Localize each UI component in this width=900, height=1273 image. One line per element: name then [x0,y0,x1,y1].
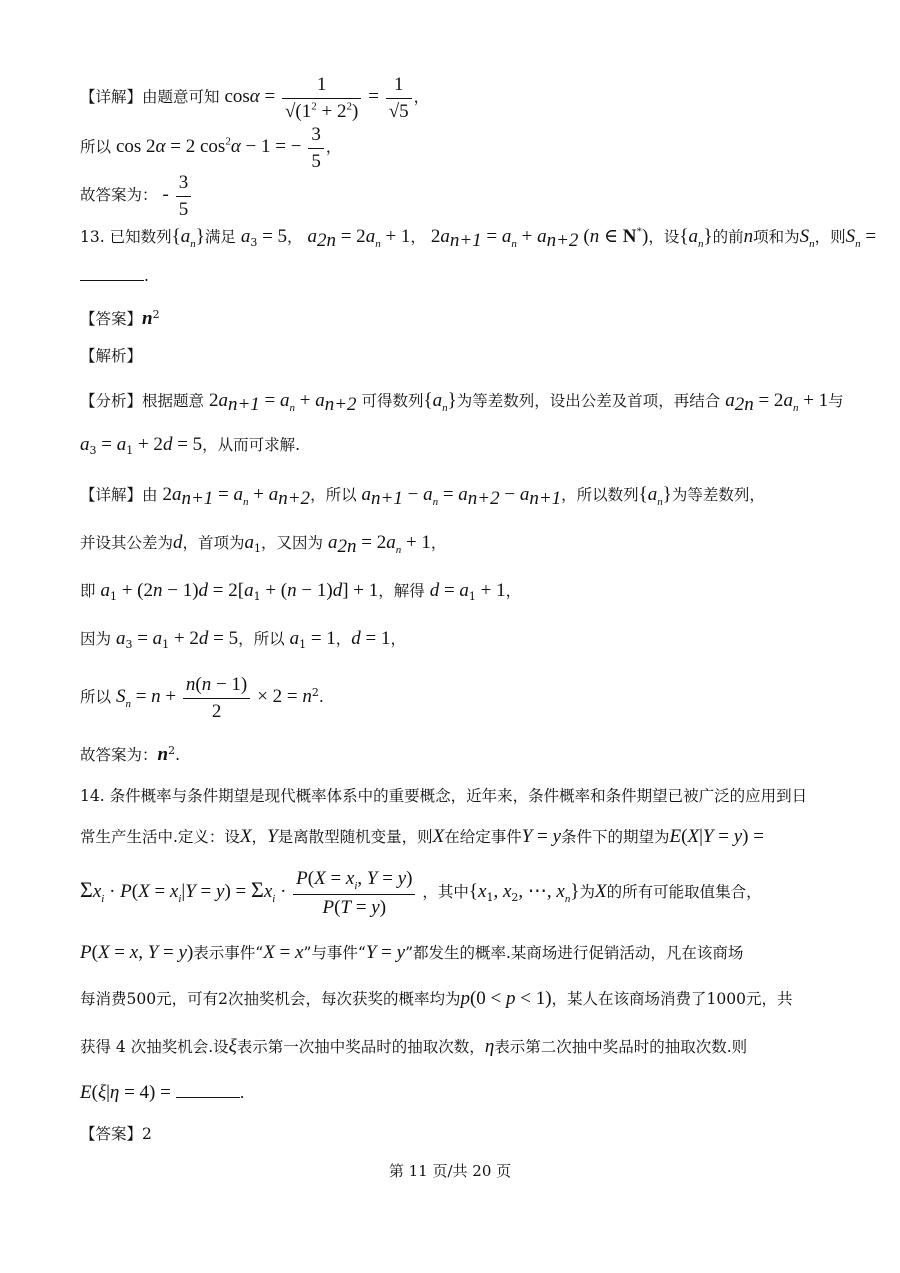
q13-blank-line: . [80,266,830,287]
answer-blank [176,1083,240,1098]
q14-stem-line5: 每消费500元，可有2次抽奖机会，每次获奖的概率均为p(0 < p < 1)，某人在该商场消费了1000元，共 [80,988,793,1009]
q14-stem-line6: 获得 4 次抽奖机会.设ξ表示第一次抽中奖品时的抽取次数，η表示第二次抽中奖品时的抽取次数.则 [80,1036,748,1057]
answer-blank [80,266,144,281]
q13-detail-line3: 即 $a_1 + (2n - 1)d = 2[a_1 + (n - 1)d] + 1$，解得 $d = a_1 + 1$， [80,580,522,604]
fraction: $\frac{3}{5}$ [176,170,192,222]
fraction: $\frac{3}{5}$ [308,122,324,174]
q13-answer: 【答案】$n^2$ [80,307,160,329]
q13-analysis-label: 【解析】 [80,347,143,365]
q13-detail-line5: 所以 $S_n = n$ + $\frac{n(n - 1)}{2}$ × $2 = n^2$. [80,672,830,724]
page-footer: 第 11 页/共 20 页 [388,1162,512,1180]
q12-detail-line: 【详解】由题意可知 cosα = $\frac{1}{√(1^2 + 2^2)}$ = $\frac{1}{√5}$ ， [80,72,830,124]
q13-final-answer: 故答案为：$n^2$. [80,743,181,765]
q13-fenxi-line1: 【分析】根据题意 $2a_{n+1} = a_n + a_{n+2}$ 可得数列$\{a_n\}$为等差数列，设出公差及首项，再结合 $a_{2n} = 2a_n + 1$与 [80,390,844,416]
q14-stem-line4: P(X = x, Y = y)表示事件“X = x”与事件“Y = y”都发生的概率.某商场进行促销活动，凡在该商场 [80,942,744,963]
q14-stem-line1: 14. 条件概率与条件期望是现代概率体系中的重要概念，近年来，条件概率和条件期望已被广泛的应用到日 [80,787,808,805]
fraction: $\frac{P(X = x_i, Y = y)}{P(T = y)}$ [293,866,415,920]
q12-answer-line: 故答案为： - $\frac{3}{5}$ [80,170,830,222]
q13-detail-line1: 【详解】由 $2a_{n+1} = a_n + a_{n+2}$，所以 $a_{n+1} - a_n = a_{n+2} - a_{n+1}$，所以数列$\{a_n\}$为等差数列， [80,484,765,510]
q14-stem-line3: $\Sigma x_i \cdot P(X = x_i|Y = y) = \Sigma x_i$ · $\frac{P(X = x_i, Y = y)}{P(T = y)}$ ，其中{$x_1$, $x_2$, ⋯, $x_n$}为X的所有可能取值集合， [80,866,830,920]
fraction: $\frac{n(n - 1)}{2}$ [183,672,250,724]
q14-stem-line2: 常生产生活中.定义：设X，Y是离散型随机变量，则X在给定事件Y = y条件下的期望为E(X|Y = y) = [80,826,764,847]
fraction: $\frac{1}{√5}$ [386,72,412,124]
fraction: $\frac{1}{√(1^2 + 2^2)}$ [282,72,361,124]
q14-stem-line7: E(ξ|η = 4) = . [80,1082,245,1103]
q13-stem: 13. 已知数列$\{a_n\}$满足 $a_3 = 5$， $a_{2n} = 2a_n + 1$， $2a_{n+1} = a_n + a_{n+2}$ (n ∈ N*)，设$\{a_n\}$的前n项和为$S_n$，则$S_n$ = [80,225,877,252]
q13-detail-line2: 并设其公差为d，首项为$a_1$，又因为 $a_{2n} = 2a_n + 1$， [80,532,447,558]
q13-fenxi-line2: $a_3 = a_1 + 2d = 5$，从而可求解. [80,434,301,458]
q14-answer: 【答案】2 [80,1125,152,1143]
q13-detail-line4: 因为 $a_3 = a_1 + 2d = 5$，所以 $a_1 = 1$，d = 1， [80,628,407,652]
q12-cos2a-line: 所以 cos 2α = 2 $\cos^2\alpha - 1$ = − $\frac{3}{5}$ ， [80,122,830,174]
